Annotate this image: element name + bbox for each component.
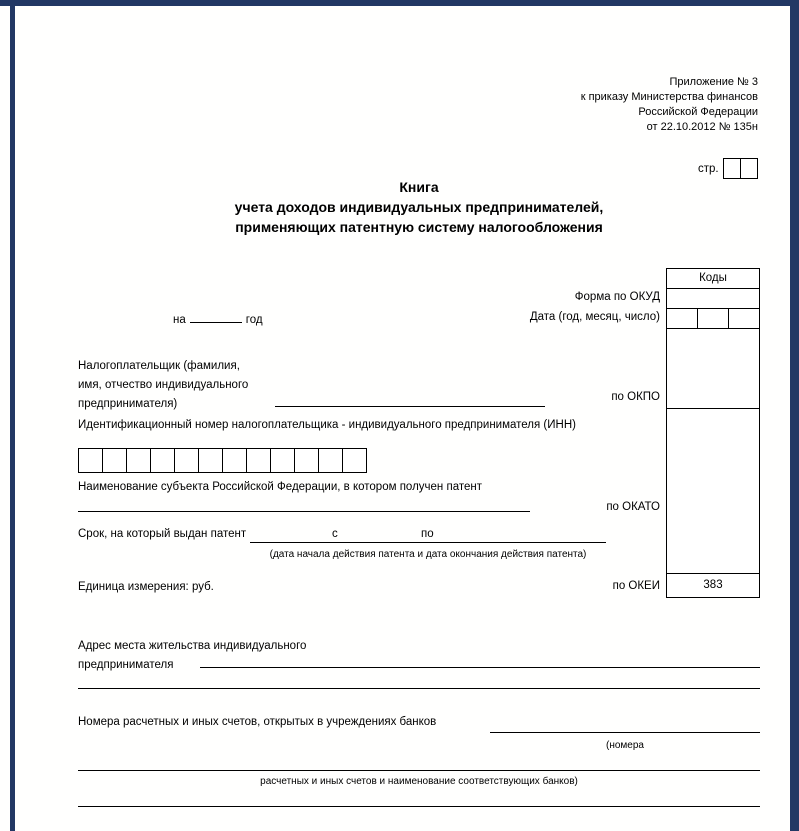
taxpayer-label bbox=[78, 357, 288, 414]
patent-term-hint: (дата начала действия патента и дата окончания действия патента) bbox=[269, 549, 587, 560]
inn-digit-cell[interactable] bbox=[342, 448, 367, 473]
patent-term-label: Срок, на который выдан патент bbox=[78, 528, 247, 540]
inn-boxes bbox=[78, 448, 367, 473]
inn-digit-cell[interactable] bbox=[126, 448, 151, 473]
appendix-line: Российской Федерации bbox=[638, 106, 758, 118]
page-border-right bbox=[790, 0, 799, 831]
date-year-cell[interactable] bbox=[667, 309, 697, 328]
inn-digit-cell[interactable] bbox=[294, 448, 319, 473]
inn-digit-cell[interactable] bbox=[318, 448, 343, 473]
address-fill-field[interactable] bbox=[200, 653, 760, 668]
codes-header-cell: Коды bbox=[667, 269, 759, 289]
address-label-line: Адрес места жительства индивидуального bbox=[78, 640, 307, 652]
okpo-value-cell[interactable] bbox=[667, 329, 759, 409]
date-day-cell[interactable] bbox=[728, 309, 759, 328]
okato-label: по ОКАТО bbox=[606, 501, 660, 513]
inn-digit-cell[interactable] bbox=[270, 448, 295, 473]
appendix-line: к приказу Министерства финансов bbox=[580, 91, 758, 103]
inn-digit-cell[interactable] bbox=[78, 448, 103, 473]
date-label: Дата (год, месяц, число) bbox=[529, 311, 660, 323]
title-line-2: учета доходов индивидуальных предпринимателей, bbox=[234, 199, 604, 215]
year-prefix: на bbox=[173, 314, 186, 326]
inn-digit-cell[interactable] bbox=[246, 448, 271, 473]
title-line-1: Книга bbox=[399, 179, 439, 195]
title-line-3: применяющих патентную систему налогообложения bbox=[235, 219, 603, 235]
inn-digit-cell[interactable] bbox=[174, 448, 199, 473]
region-fill-field[interactable] bbox=[78, 497, 530, 512]
okato-value-cell[interactable] bbox=[667, 409, 759, 574]
inn-digit-cell[interactable] bbox=[222, 448, 247, 473]
taxpayer-label-line: предпринимателя) bbox=[78, 398, 178, 410]
taxpayer-fill-field[interactable] bbox=[275, 392, 545, 407]
document-title bbox=[78, 177, 760, 237]
codes-table bbox=[666, 268, 760, 598]
okpo-label: по ОКПО bbox=[611, 391, 660, 403]
page-number-label: стр. bbox=[698, 162, 719, 175]
appendix-line: Приложение № 3 bbox=[669, 76, 758, 88]
okei-value-cell: 383 bbox=[703, 579, 723, 591]
accounts-hint-end: расчетных и иных счетов и наименование соответствующих банков) bbox=[260, 776, 578, 787]
address-fill-field-line2[interactable] bbox=[78, 688, 760, 689]
accounts-hint-start: (номера bbox=[606, 740, 644, 751]
page-number-cell[interactable] bbox=[740, 158, 758, 179]
patent-to-label: по bbox=[421, 528, 434, 540]
appendix-reference bbox=[581, 75, 758, 135]
unit-of-measure-label: Единица измерения: руб. bbox=[78, 581, 214, 593]
inn-digit-cell[interactable] bbox=[102, 448, 127, 473]
inn-label: Идентификационный номер налогоплательщика - индивидуального предпринимателя (ИНН) bbox=[78, 419, 576, 431]
date-month-cell[interactable] bbox=[697, 309, 728, 328]
page-number-block bbox=[698, 158, 758, 179]
year-field-row bbox=[173, 311, 263, 326]
page-border-top bbox=[0, 0, 799, 6]
page-number-cells bbox=[723, 158, 758, 179]
appendix-line: от 22.10.2012 № 135н bbox=[646, 121, 758, 133]
accounts-fill-field[interactable] bbox=[490, 718, 760, 733]
address-label-line: предпринимателя bbox=[78, 659, 174, 671]
page-number-cell[interactable] bbox=[723, 158, 741, 179]
accounts-label: Номера расчетных и иных счетов, открытых в учреждениях банков bbox=[78, 716, 437, 728]
okud-value-cell[interactable] bbox=[667, 289, 759, 309]
inn-digit-cell[interactable] bbox=[198, 448, 223, 473]
accounts-fill-field-line3[interactable] bbox=[78, 806, 760, 807]
okud-label: Форма по ОКУД bbox=[574, 291, 660, 303]
accounts-fill-field-line2[interactable] bbox=[78, 770, 760, 771]
page-border-left bbox=[10, 0, 15, 831]
inn-digit-cell[interactable] bbox=[150, 448, 175, 473]
year-fill-field[interactable] bbox=[190, 311, 242, 323]
date-value-cells bbox=[667, 309, 759, 329]
year-suffix: год bbox=[245, 314, 263, 326]
taxpayer-label-line: имя, отчество индивидуального bbox=[78, 379, 249, 391]
taxpayer-label-line: Налогоплательщик (фамилия, bbox=[78, 360, 240, 372]
patent-from-label: с bbox=[332, 528, 338, 540]
okei-label: по ОКЕИ bbox=[612, 580, 660, 592]
region-label: Наименование субъекта Российской Федерации, в котором получен патент bbox=[78, 481, 482, 493]
